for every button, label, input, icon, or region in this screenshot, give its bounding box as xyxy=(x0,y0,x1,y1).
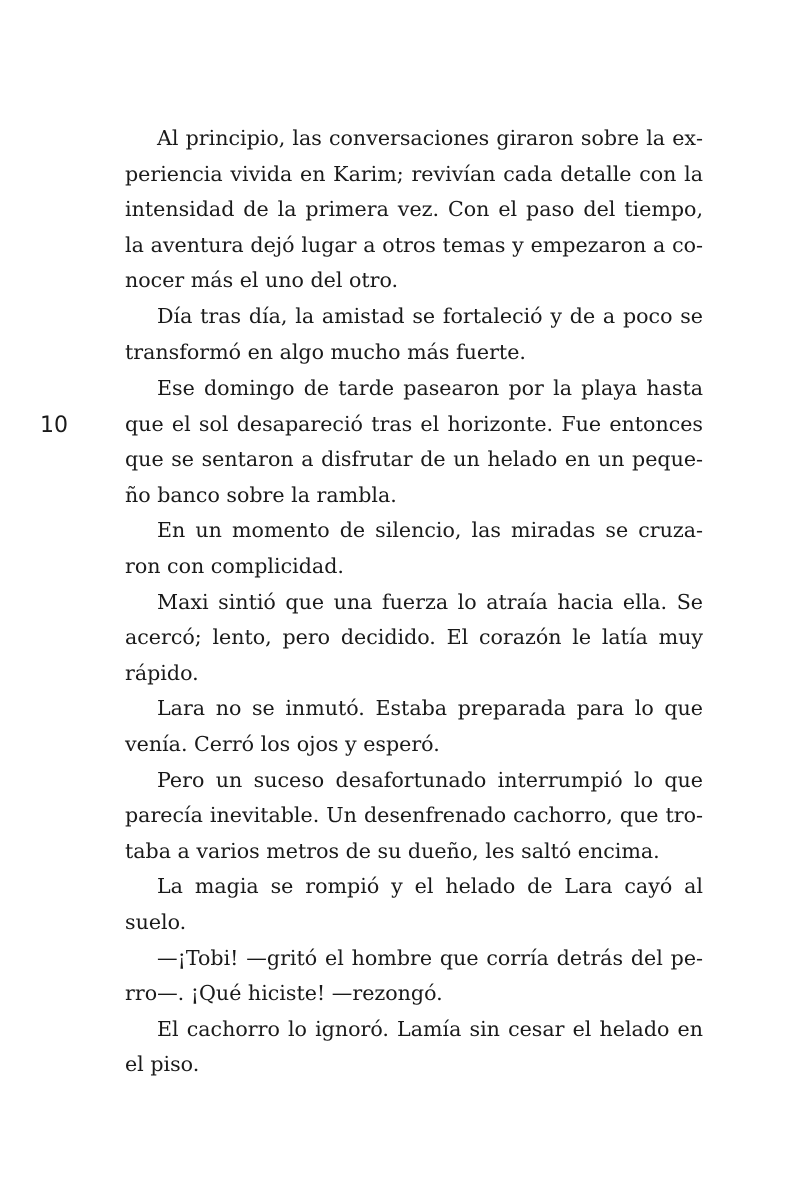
paragraph: —¡Tobi! —gritó el hombre que corría detrás del perro—. ¡Qué hiciste! —rezongó. xyxy=(125,945,703,1006)
paragraph: En un momento de silencio, las miradas se cruzaron con complicidad. xyxy=(125,518,703,578)
line-number: 10 xyxy=(40,413,68,438)
paragraph: Pero un suceso desafortunado interrumpió lo que parecía inevitable. Un desenfrenado cachorro, que trotaba a varios metros de su dueño, les saltó encima. xyxy=(125,767,703,863)
paragraph: Ese domingo de tarde pasearon por la playa hasta que el sol desapareció tras el horizonte. Fue entonces que se sentaron a disfrutar de un helado en un pequeño banco sobre la rambla. xyxy=(125,376,703,507)
paragraph: Lara no se inmutó. Estaba preparada para lo que venía. Cerró los ojos y esperó. xyxy=(125,696,703,756)
paragraph: El cachorro lo ignoró. Lamía sin cesar el helado en el piso. xyxy=(125,1016,703,1077)
text-section-1 xyxy=(125,121,703,370)
text-section-2 xyxy=(125,371,703,1083)
paragraph: La magia se rompió y el helado de Lara cayó al suelo. xyxy=(125,874,703,934)
paragraph: Día tras día, la amistad se fortaleció y de a poco se transformó en algo mucho más fuerte. xyxy=(125,303,703,364)
paragraph: Maxi sintió que una fuerza lo atraía hacia ella. Se acercó; lento, pero decidido. El corazón le latía muy rápido. xyxy=(125,589,703,685)
paragraph: Al principio, las conversaciones giraron sobre la experiencia vivida en Karim; revivían cada detalle con la intensidad de la primera vez. Con el paso del tiempo, la aventura dejó lugar a otros temas y empezaron a conocer más el uno del otro. xyxy=(125,126,703,293)
